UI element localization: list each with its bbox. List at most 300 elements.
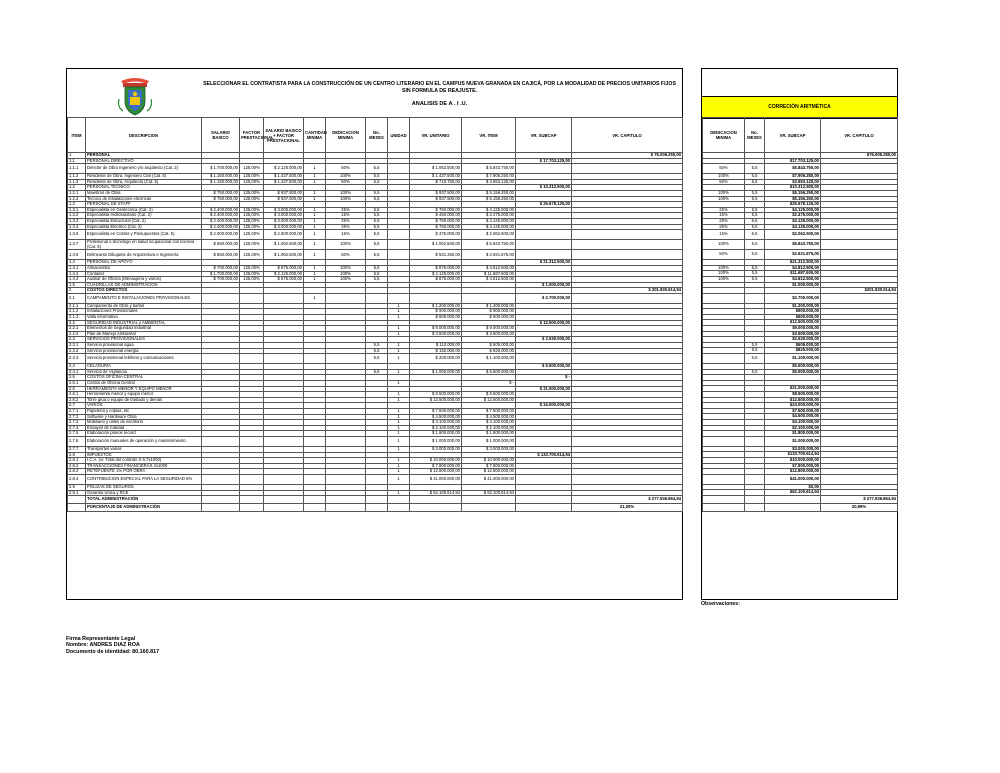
cell-vi: $ 11.687.500,00 (462, 271, 516, 277)
cell (366, 496, 388, 504)
correction-row (703, 436, 898, 446)
cell-mes: 5,5 (366, 196, 388, 202)
cell-ded: 25% (326, 207, 366, 213)
cell-desc: Auxiliar de Oficina (Mensajería y varios) (86, 277, 202, 283)
cell-cant: 1 (304, 164, 326, 174)
cell-vi: $ 4.812.500,00 (462, 265, 516, 271)
cell-un: 1 (388, 331, 410, 337)
cell-cap (572, 436, 683, 446)
cell (765, 495, 821, 503)
cell-mes: 5,5 (366, 218, 388, 224)
cell-un: 1 (388, 446, 410, 452)
correction-cell-ded: 100% (703, 271, 745, 277)
cell-sal: $ 1.150.000,00 (202, 179, 240, 185)
cell (240, 504, 264, 512)
cell-cant: 1 (304, 224, 326, 230)
cell-cap (572, 230, 683, 240)
correction-column-header: DEDICACION MINIMA (703, 118, 745, 153)
cell-un: 1 (388, 431, 410, 437)
cell-desc: COSTOS OFICINA CENTRAL (86, 375, 202, 381)
cell-mes: 5,5 (366, 265, 388, 271)
cell-vi: $ 7.906.250,00 (462, 174, 516, 180)
cell-sal: $ 2.400.000,00 (202, 207, 240, 213)
cell-un (388, 293, 410, 303)
cell (745, 495, 765, 503)
cell-sfp: $ 3.000.000,00 (264, 224, 304, 230)
cell-vu: $ 1.437.500,00 (410, 174, 462, 180)
cell-cant: 1 (304, 213, 326, 219)
correction-cell-sub: $5.156.250,00 (765, 190, 821, 196)
signature-name: Nombre: ANDRES DIAZ ROA (66, 642, 140, 649)
correction-cell-sub: $3.500.000,00 (765, 331, 821, 337)
cell-desc: Director de Obra Ingeniero y/o arquitecto (Cat. 2) (86, 164, 202, 174)
table-row (68, 230, 683, 240)
aiu-table (67, 117, 683, 512)
correction-cell-sub: $3.000.000,00 (765, 446, 821, 452)
column-header: CANTIDAD MINIMA (304, 118, 326, 153)
cell-desc: Servicio provisional energía (86, 348, 202, 354)
cell-un (388, 164, 410, 174)
correction-cell-cap (821, 240, 898, 250)
cell-vi: $ 5.500.000,00 (462, 369, 516, 375)
cell-desc: Maestros de Obra (86, 190, 202, 196)
cell-item: 2.8.4 (68, 474, 86, 484)
cell-fac: 125,00% (240, 277, 264, 283)
correction-cell-cap: $76.006.250,00 (821, 153, 898, 159)
cell-cant (304, 436, 326, 446)
correction-cell-mes: 5,5 (745, 265, 765, 271)
cell-vi: $ 1.000.000,00 (462, 436, 516, 446)
cell-desc: PÓLIZAS DE SEGUROS (86, 484, 202, 490)
cell-ded: 100% (326, 196, 366, 202)
cell-desc: Especialista Eléctrico (Cat. 2) (86, 224, 202, 230)
cell-item: 1.3.1 (68, 207, 86, 213)
cell-vu: $ 200.000,00 (410, 354, 462, 364)
cell-item: 1 (68, 153, 86, 159)
cell-cant: 1 (304, 174, 326, 180)
cell-mes: 5,5 (366, 230, 388, 240)
cell-item: 1.2.2 (68, 196, 86, 202)
correction-cell-sub: $4.500.000,00 (765, 414, 821, 420)
cell-cant: 1 (304, 240, 326, 250)
total-label: TOTAL ADMINISTRACIÓN (86, 496, 202, 504)
cell-ded: 100% (326, 277, 366, 283)
cell-cap: $ 201.930.614,94 (572, 288, 683, 294)
cell-ded: 50% (326, 179, 366, 185)
cell-vu: $ 900.000,00 (410, 309, 462, 315)
cell-fac (240, 474, 264, 484)
correction-cell-ded: 25% (703, 207, 745, 213)
cell-un (388, 230, 410, 240)
cell-cant: 1 (304, 196, 326, 202)
percentage-row (68, 504, 683, 512)
cell-un: 1 (388, 469, 410, 475)
cell-un: 1 (388, 425, 410, 431)
correction-cell-sub: $2.700.000,00 (765, 293, 821, 303)
correction-cell-sub: $5.843.750,00 (765, 240, 821, 250)
correction-cell-cap (821, 436, 898, 446)
cell-desc: Especialista en Geotecnica (Cat. 2) (86, 207, 202, 213)
correction-cell-mes: 5,5 (745, 190, 765, 196)
cell-vu: $ 12.500.000,00 (410, 397, 462, 403)
correction-total-row (703, 495, 898, 503)
correction-cell-mes: 5,5 (745, 240, 765, 250)
correction-cell-ded: 15% (703, 230, 745, 240)
cell-desc: Instalaciones Provisionales (86, 309, 202, 315)
cell-desc: RETEFUENTE 1% POR OBRA (86, 469, 202, 475)
cell-vu: $ 937.500,00 (410, 190, 462, 196)
cell-sfp: $ 875.000,00 (264, 277, 304, 283)
cell-un (388, 250, 410, 260)
cell-un: 1 (388, 420, 410, 426)
cell (326, 496, 366, 504)
cell-vu: $ 150.000,00 (410, 348, 462, 354)
cell-cant: 1 (304, 250, 326, 260)
cell-un: 1 (388, 397, 410, 403)
cell-item: 2.2 (68, 320, 86, 326)
correction-cell-sub: $1.100.000,00 (765, 354, 821, 364)
correction-cell-sub: $7.800.000,00 (765, 463, 821, 469)
column-header: SALARIO BASICO (202, 118, 240, 153)
correction-cell-mes: 5,5 (745, 207, 765, 213)
cell-ded (326, 354, 366, 364)
correction-cell-mes: 5,5 (745, 218, 765, 224)
correction-cell-sub: $21.312.500,00 (765, 260, 821, 266)
cell-item: 1.3.6 (68, 230, 86, 240)
column-header: VR. UNITARIO (410, 118, 462, 153)
cell-vi: $ 7.500.000,00 (462, 408, 516, 414)
cell-mes: 5,5 (366, 348, 388, 354)
cell-sal: $ 850.000,00 (202, 250, 240, 260)
cell-cap (572, 240, 683, 250)
correction-cell-sub: $1.200.000,00 (765, 303, 821, 309)
correction-title: CORRECIÓN ARITMÉTICA (702, 96, 897, 119)
cell-vi: $ 8.500.000,00 (462, 392, 516, 398)
cell-desc: PERSONAL DIRECTIVO (86, 158, 202, 164)
cell-sfp (264, 436, 304, 446)
cell-sfp: $ 2.125.000,00 (264, 271, 304, 277)
cell-item: 1.3.8 (68, 250, 86, 260)
cell-item: 2.7.7 (68, 446, 86, 452)
cell-item: 2.1.1 (68, 303, 86, 309)
cell-ded: 25% (326, 224, 366, 230)
correction-cell-mes: 5,5 (745, 174, 765, 180)
cell (366, 504, 388, 512)
cell-fac: 125,00% (240, 271, 264, 277)
table-row (68, 436, 683, 446)
cell-sfp: $ 1.437.500,00 (264, 179, 304, 185)
cell-sfp: $ 1.437.500,00 (264, 174, 304, 180)
cell-item: 2.4.1 (68, 369, 86, 375)
cell (516, 496, 572, 504)
cell-item: 2.8.1 (68, 458, 86, 464)
table-row (68, 474, 683, 484)
cell-vi: $ 10.000.000,00 (462, 458, 516, 464)
cell-desc: CAMPAMENTO E INSTALACIONES PROVISIONALES (86, 293, 202, 303)
cell-vu: $ 875.000,00 (410, 277, 462, 283)
cell (745, 503, 765, 511)
cell-fac: 125,00% (240, 174, 264, 180)
cell-item: 1.2.1 (68, 190, 86, 196)
cell-item: 1.3 (68, 202, 86, 208)
cell-sub: $ - (516, 375, 572, 381)
column-header: SALARIO BASICO + FACTOR PRESTACIONAL (264, 118, 304, 153)
cell-vi: $ 1.800.000,00 (462, 431, 516, 437)
cell-item: 1.4.2 (68, 271, 86, 277)
table-row (68, 354, 683, 364)
cell-fac (240, 354, 264, 364)
cell-item: 2.1 (68, 293, 86, 303)
cell-vu: $ 531.250,00 (410, 250, 462, 260)
cell-desc: SERVICIOS PROVISIONALES (86, 337, 202, 343)
cell-vu: $ 1.000.000,00 (410, 436, 462, 446)
cell (326, 504, 366, 512)
cell-mes: 5,5 (366, 369, 388, 375)
correction-cell-sub: $10.000.000,00 (765, 457, 821, 463)
cell-item: 2.7.5 (68, 431, 86, 437)
cell-item: 2.1.2 (68, 309, 86, 315)
correction-cell-sub: $11.687.500,00 (765, 271, 821, 277)
cell-item: 2.8 (68, 452, 86, 458)
cell-sub: $ 17.703.125,00 (516, 158, 572, 164)
cell-cant: 1 (304, 207, 326, 213)
cell-desc: Residente de Obra, Ingeniero Civil (Cat. 5) (86, 174, 202, 180)
correction-cell-sub: $2.062.500,00 (765, 230, 821, 240)
correction-cell-ded: 100% (703, 190, 745, 196)
cell-vi: $ 7.800.000,00 (462, 463, 516, 469)
column-header: VR. ITEM (462, 118, 516, 153)
cell-vu: $ 937.500,00 (410, 196, 462, 202)
cell-sal: $ 2.400.000,00 (202, 218, 240, 224)
cell-cant: 1 (304, 218, 326, 224)
cell-vi: $ 4.125.000,00 (462, 207, 516, 213)
cell-vu: $ 2.125.000,00 (410, 271, 462, 277)
cell-item: 2.7.6 (68, 436, 86, 446)
cell-item: 2.9.1 (68, 490, 86, 496)
signature-line: Firma Representante Legal (66, 636, 136, 642)
correction-cell-sub: $600.000,00 (765, 314, 821, 320)
cell-vi: $ 600.000,00 (462, 315, 516, 321)
cell-vi: $ 1.200.000,00 (462, 303, 516, 309)
cell-vu: $ 4.500.000,00 (410, 414, 462, 420)
cell-item: 1.1.1 (68, 164, 86, 174)
cell-sfp (264, 354, 304, 364)
correction-cell-sub: $9.000.000,00 (765, 326, 821, 332)
table-row (68, 164, 683, 174)
correction-cell-sub: $12.500.000,00 (765, 397, 821, 403)
cell (202, 496, 240, 504)
cell-un: 1 (388, 392, 410, 398)
cell-un: 1 (388, 381, 410, 387)
correction-cell-sub: $8.500.000,00 (765, 392, 821, 398)
correction-cell-sub: $605.000,00 (765, 342, 821, 348)
cell-vi: $ 900.000,00 (462, 309, 516, 315)
correction-cell-sub: $21.000.000,00 (765, 386, 821, 392)
cell-item: 2.5.1 (68, 381, 86, 387)
cell-sub: $ 2.700.000,00 (516, 293, 572, 303)
correction-row (703, 240, 898, 250)
cell-fac (240, 436, 264, 446)
cell (462, 496, 516, 504)
cell (410, 504, 462, 512)
correction-cell-ded (703, 293, 745, 303)
cell-cap (572, 354, 683, 364)
correction-cell-ded (703, 354, 745, 364)
cell (703, 495, 745, 503)
column-header: No. MESES (366, 118, 388, 153)
document-title: SELECCIONAR EL CONTRATISTA PARA LA CONSTRUCCIÓN DE UN CENTRO LITERARIO EN EL CAMPUS NUEVA GRANADA EN CAJICÁ, POR LA MODALIDAD DE PRECIOS UNITARIOS FIJOS SIN FORMULA DE REAJUSTE. (203, 81, 676, 94)
cell-item: 1.1.2 (68, 174, 86, 180)
correction-cell-cap (821, 250, 898, 260)
correction-table (702, 117, 898, 512)
cell-vu: $ 1.800.000,00 (410, 431, 462, 437)
correction-cell-cap (821, 164, 898, 174)
cell-desc: TRANSACCIONES FINANCIERAS 4x1000 (86, 463, 202, 469)
cell-vu: $ 1.000.000,00 (410, 369, 462, 375)
correction-cell-mes: 5,5 (745, 179, 765, 185)
correction-cell-mes: 5,5 (745, 230, 765, 240)
cell-fac: 125,00% (240, 218, 264, 224)
column-header: VR. CAPITULO (572, 118, 683, 153)
cell-vi: $ 3.953.125,00 (462, 179, 516, 185)
cell-item: 1.1 (68, 158, 86, 164)
table-row (68, 250, 683, 260)
cell-sfp: $ 1.062.500,00 (264, 250, 304, 260)
correction-cell-sub: $41.000.000,00 (765, 474, 821, 484)
cell-sfp: $ 3.000.000,00 (264, 207, 304, 213)
cell-item: 2.3.2 (68, 348, 86, 354)
cell-item: 1.1.3 (68, 179, 86, 185)
cell-item: 2.6.1 (68, 392, 86, 398)
cell-sfp (264, 293, 304, 303)
cell-ded: 100% (326, 240, 366, 250)
cell-cap (572, 293, 683, 303)
cell-item: 2.2.2 (68, 331, 86, 337)
cell-sal: $ 700.000,00 (202, 265, 240, 271)
cell-item: 2.3.3 (68, 354, 86, 364)
cell-sfp: $ 3.000.000,00 (264, 213, 304, 219)
cell-desc: SEGURIDAD INDUSTRIAL y AMBIENTAL (86, 320, 202, 326)
correction-cell-sub: $4.125.000,00 (765, 224, 821, 230)
cell-sal (202, 354, 240, 364)
total-value: $ 277.936.864,94 (572, 496, 683, 504)
cell-sub: $ 24.000.000,00 (516, 403, 572, 409)
cell-item: 2.7.3 (68, 420, 86, 426)
cell-item: 2.6 (68, 386, 86, 392)
cell-mes: 5,5 (366, 207, 388, 213)
cell-un: 1 (388, 354, 410, 364)
correction-cell-ded: 25% (703, 224, 745, 230)
cell-vi: $ 5.843.750,00 (462, 240, 516, 250)
cell-mes: 5,5 (366, 277, 388, 283)
correction-cell-mes: 5,5 (745, 250, 765, 260)
cell-sal: $ 1.150.000,00 (202, 174, 240, 180)
cell-mes: 5,5 (366, 164, 388, 174)
cell-ded: 15% (326, 230, 366, 240)
correction-header-row (703, 118, 898, 153)
correction-percentage-row (703, 503, 898, 511)
cell-fac: 125,00% (240, 240, 264, 250)
cell-item: 2.7.1 (68, 408, 86, 414)
cell-sal: $ 750.000,00 (202, 196, 240, 202)
cell-un: 1 (388, 436, 410, 446)
cell-sal: $ 2.400.000,00 (202, 224, 240, 230)
total-row (68, 496, 683, 504)
correction-cell-mes: 5,5 (745, 224, 765, 230)
cell-vi: $ - (462, 381, 516, 387)
cell-sub: $ 25.678.125,00 (516, 202, 572, 208)
cell-fac: 125,00% (240, 250, 264, 260)
cell-fac: 125,00% (240, 265, 264, 271)
cell-vu: $ 718.750,00 (410, 179, 462, 185)
correction-cell-ded: 100% (703, 174, 745, 180)
cell-desc: Plan de Manejo Ambiental (86, 331, 202, 337)
correction-cell-mes: 5,5 (745, 213, 765, 219)
cell-vi: $ 12.500.000,00 (462, 397, 516, 403)
cell-item: 1.4 (68, 260, 86, 266)
cell-sub (516, 164, 572, 174)
correction-cell-sub: $1.800.000,00 (765, 431, 821, 437)
cell-mes: 5,5 (366, 174, 388, 180)
cell-un: 1 (388, 408, 410, 414)
correction-percentage-value: 20,99% (821, 503, 898, 511)
cell-item: 1.3.3 (68, 218, 86, 224)
cell-fac: 125,00% (240, 179, 264, 185)
cell-vu: $ 1.062.500,00 (410, 164, 462, 174)
cell-sub: $ 1.000.000,00 (516, 282, 572, 288)
cell-sal: $ 2.400.000,00 (202, 213, 240, 219)
correction-cell-sub: $17.703.125,00 (765, 158, 821, 164)
cell-sub (516, 474, 572, 484)
cell-item: 2.3 (68, 337, 86, 343)
cell-vi: $ 5.156.250,00 (462, 196, 516, 202)
correction-cell-sub: $4.125.000,00 (765, 207, 821, 213)
cell-mes: 5,5 (366, 224, 388, 230)
cell-vi: $ 1.100.000,00 (462, 354, 516, 364)
cell-fac: 125,00% (240, 213, 264, 219)
cell-sal: $ 700.000,00 (202, 277, 240, 283)
correction-cell-mes: 5,5 (745, 348, 765, 354)
cell (304, 496, 326, 504)
correction-cell-ded: 100% (703, 265, 745, 271)
cell-item: 2 (68, 288, 86, 294)
cell-desc: Software y Hardware Obra (86, 414, 202, 420)
cell-un: 1 (388, 348, 410, 354)
correction-cell-mes: 5,5 (745, 342, 765, 348)
cell-item: 1.3.7 (68, 240, 86, 250)
cell-sub: $ 12.500.000,00 (516, 320, 572, 326)
cell-desc: Residente de Obra, Arquitecto (Cat. 5) (86, 179, 202, 185)
cell-mes: 5,5 (366, 190, 388, 196)
cell-desc: Transportes varios (86, 446, 202, 452)
cell-vi: $ 2.100.000,00 (462, 425, 516, 431)
arithmetic-correction-panel (701, 68, 898, 600)
column-header: UNIDAD (388, 118, 410, 153)
correction-cell-mes (745, 436, 765, 446)
correction-row (703, 293, 898, 303)
cell-un: 1 (388, 315, 410, 321)
cell-desc: Torre grúa o equipo de traslado y demás (86, 397, 202, 403)
cell-sfp: $ 875.000,00 (264, 265, 304, 271)
cell-sfp: $ 937.500,00 (264, 196, 304, 202)
correction-cell-sub: $2.530.000,00 (765, 337, 821, 343)
cell-desc: Elaboración planos récord (86, 431, 202, 437)
cell-vi: $ 5.843.750,00 (462, 164, 516, 174)
correction-cell-ded: 50% (703, 250, 745, 260)
cell-mes: 5,5 (366, 343, 388, 349)
cell-ded: 15% (326, 213, 366, 219)
cell-desc: Especialista Estructural (Cat. 2) (86, 218, 202, 224)
